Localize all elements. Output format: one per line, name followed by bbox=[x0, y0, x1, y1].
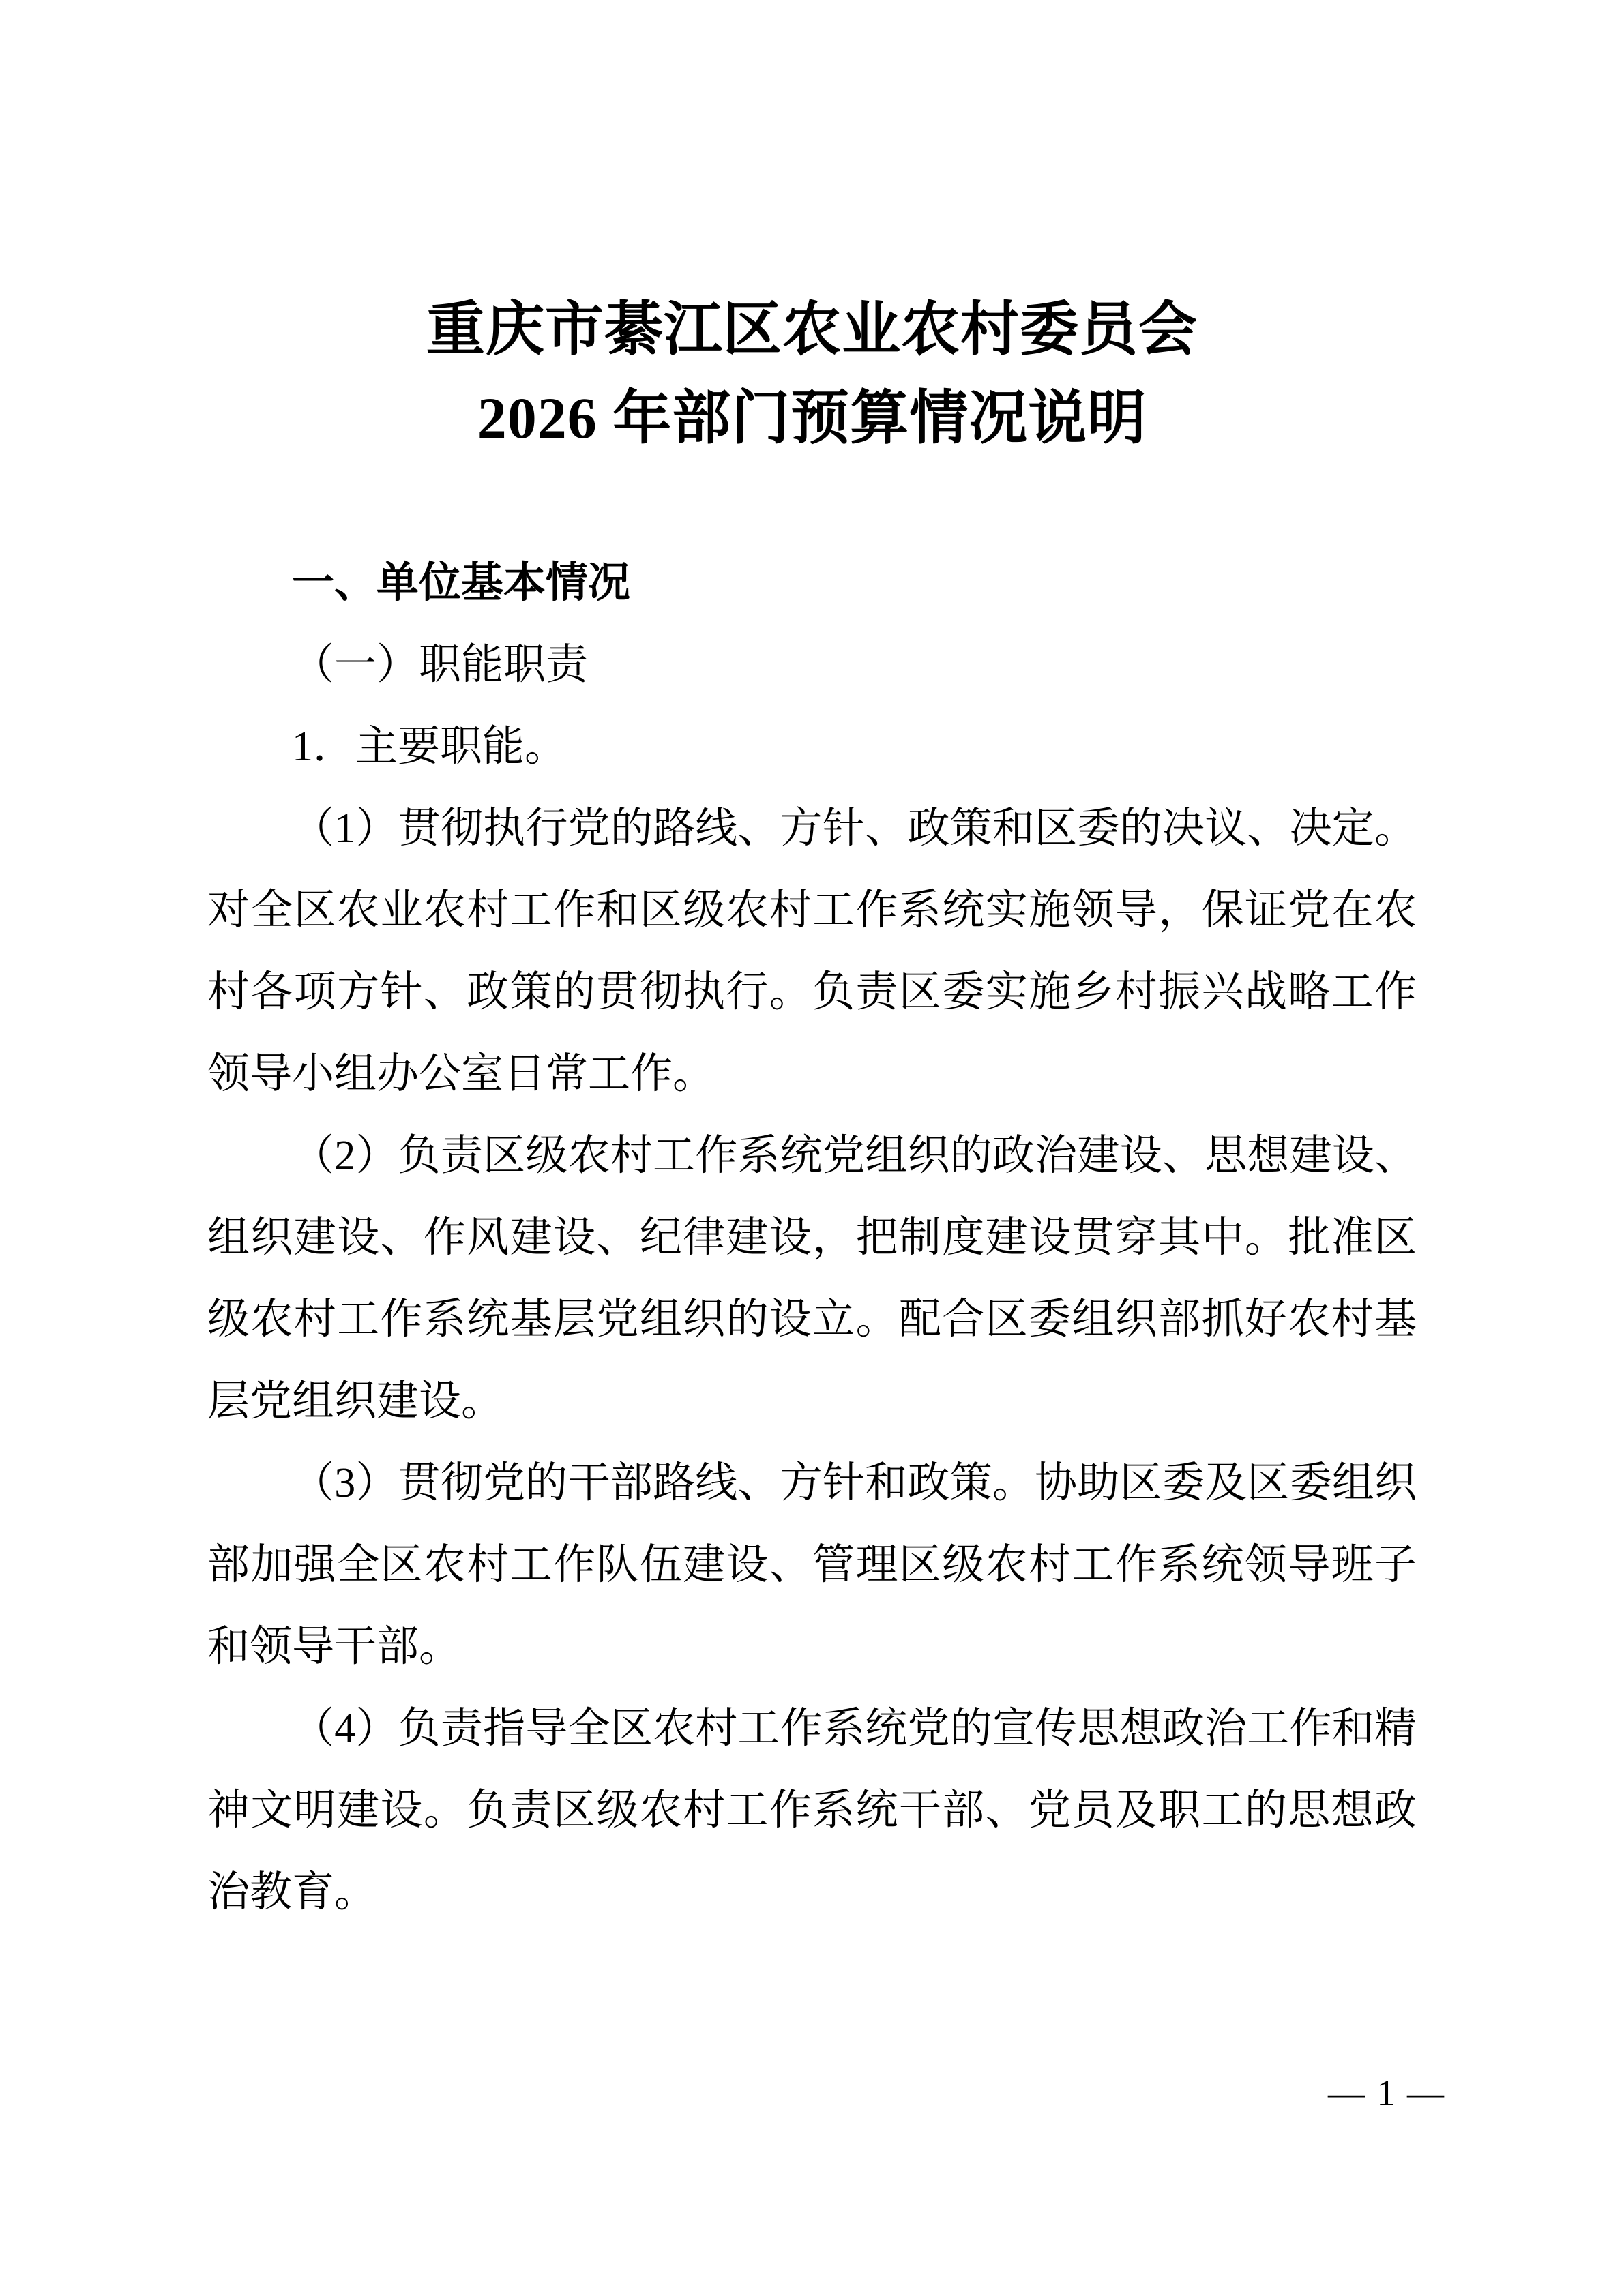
document-title-line2: 2026 年部门预算情况说明 bbox=[477, 385, 1147, 451]
item-heading: 1．主要职能。 bbox=[292, 724, 567, 770]
document-title-line1: 重庆市綦江区农业农村委员会 bbox=[426, 297, 1198, 362]
document-body bbox=[207, 542, 1417, 1933]
body-paragraph-4: （4）负责指导全区农村工作系统党的宣传思想政治工作和精神文明建设。负责区级农村工作系统干部、党员及职工的思想政治教育。 bbox=[207, 1705, 1417, 1915]
body-paragraph-1: （1）贯彻执行党的路线、方针、政策和区委的决议、决定。对全区农业农村工作和区级农村工作系统实施领导，保证党在农村各项方针、政策的贯彻执行。负责区委实施乡村振兴战略工作领导小组办公室日常工作。 bbox=[207, 805, 1417, 1097]
section-heading: 一、单位基本情况 bbox=[292, 559, 631, 606]
body-paragraph-2: （2）负责区级农村工作系统党组织的政治建设、思想建设、组织建设、作风建设、纪律建设，把制度建设贯穿其中。批准区级农村工作系统基层党组织的设立。配合区委组织部抓好农村基层党组织建设。 bbox=[207, 1133, 1417, 1425]
body-paragraph-3: （3）贯彻党的干部路线、方针和政策。协助区委及区委组织部加强全区农村工作队伍建设、管理区级农村工作系统领导班子和领导干部。 bbox=[207, 1460, 1417, 1670]
page-number: — 1 — bbox=[1328, 2072, 1445, 2113]
subsection-heading: （一）职能职责 bbox=[292, 642, 589, 688]
document-title bbox=[207, 285, 1417, 462]
